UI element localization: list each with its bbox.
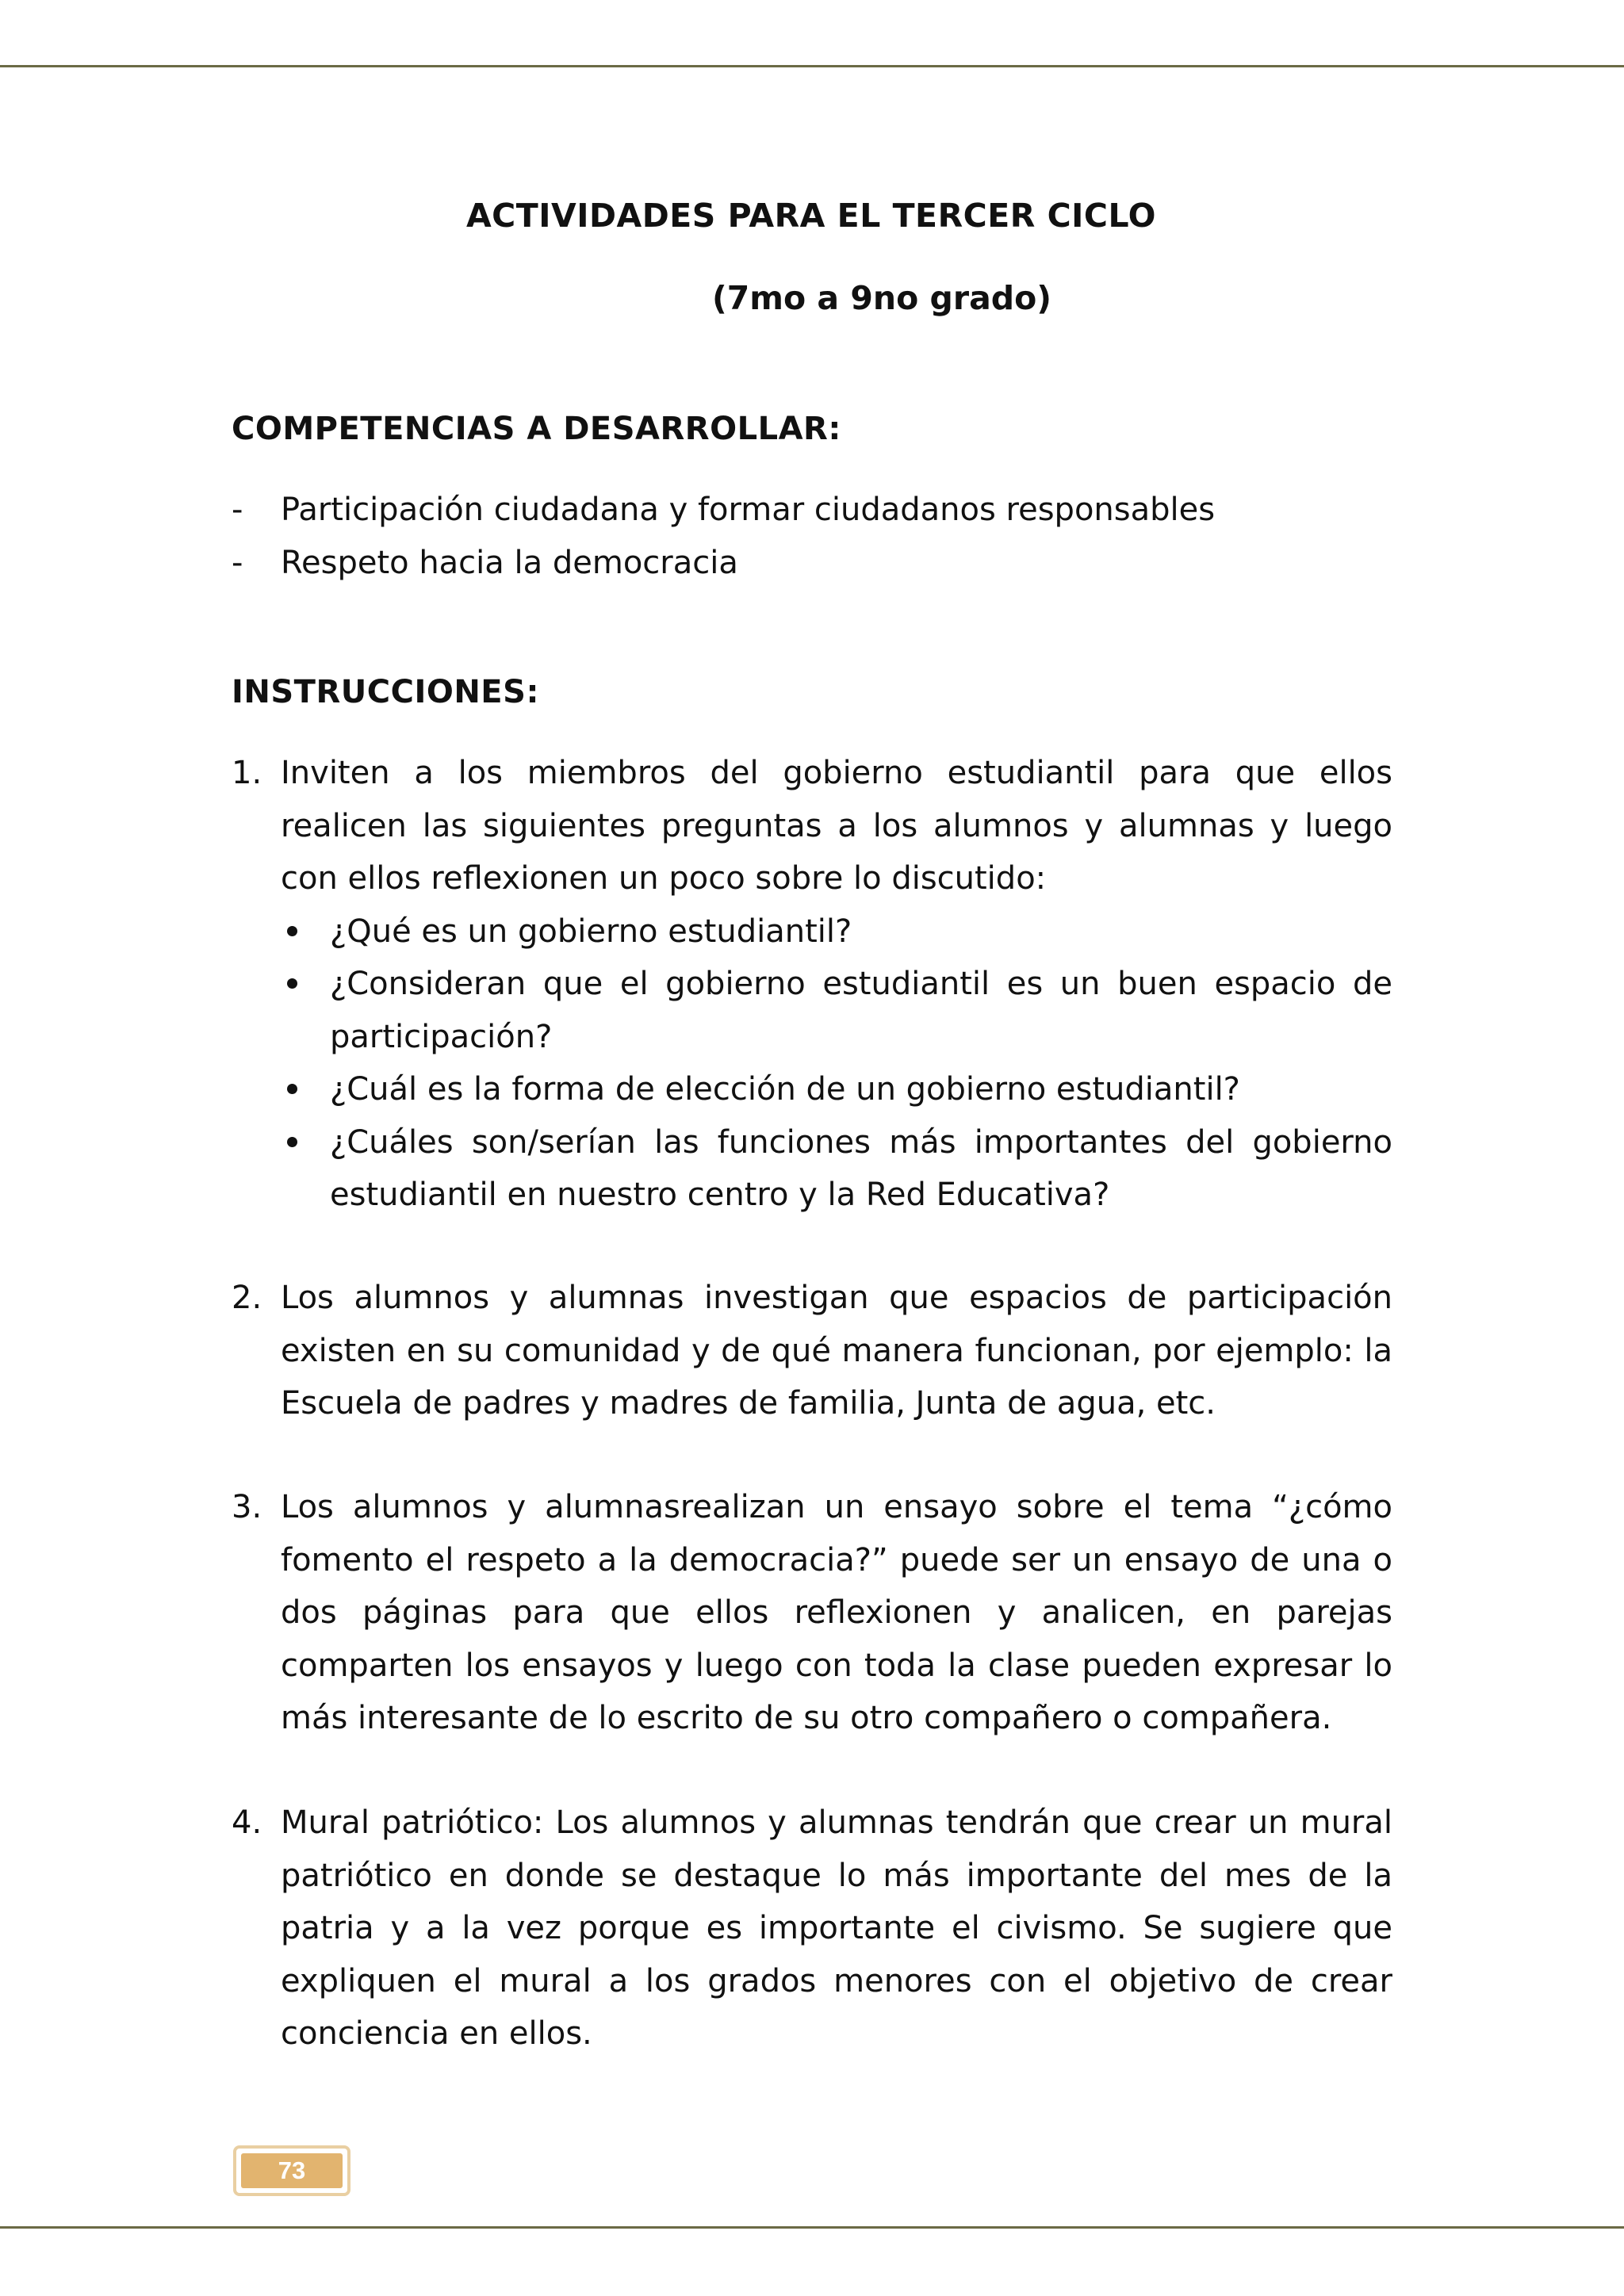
item-number: 3.	[232, 1489, 262, 1525]
competencias-list	[232, 484, 1397, 589]
instruction-item-1	[232, 747, 1392, 1222]
list-item	[232, 484, 1397, 537]
page-number: 73	[241, 2153, 343, 2188]
instruction-item-2	[232, 1272, 1392, 1430]
item-text: Los alumnos y alumnasrealizan un ensayo sobre el tema “¿cómo fomento el respeto a la democracia?” puede ser un ensayo de una o dos páginas para que ellos reflexionen y analicen, en parejas comparten los ensayos y luego con toda la clase pueden expresar lo más interesante de lo escrito de su otro compañero o compañera.	[281, 1489, 1392, 1736]
bullet-dot-icon	[287, 1137, 297, 1147]
list-item	[232, 537, 1397, 590]
bullet-dot-icon	[287, 978, 297, 989]
question-item: ¿Cuál es la forma de elección de un gobierno estudiantil?	[281, 1063, 1392, 1116]
item-number: 2.	[232, 1280, 262, 1316]
bullet-dot-icon	[287, 926, 297, 936]
instruction-item-4	[232, 1797, 1392, 2061]
item-text: Los alumnos y alumnas investigan que espacios de participación existen en su comunidad y de qué manera funcionan, por ejemplo: la Escuela de padres y madres de familia, Junta de agua, etc.	[281, 1280, 1392, 1422]
page-title: ACTIVIDADES PARA EL TERCER CICLO	[465, 197, 1157, 235]
instruction-item-3	[232, 1481, 1392, 1745]
page-number-badge	[233, 2145, 350, 2196]
item-number: 4.	[232, 1804, 262, 1841]
item-text: Mural patriótico: Los alumnos y alumnas tendrán que crear un mural patriótico en donde se destaque lo más importante del mes de la patria y a la vez porque es importante el civismo. Se sugiere que expliquen el mural a los grados menores con el objetivo de crear conciencia en ellos.	[281, 1804, 1392, 2052]
question-item: ¿Qué es un gobierno estudiantil?	[281, 905, 1392, 959]
list-item-text: Respeto hacia la democracia	[281, 544, 738, 581]
dash-marker: -	[232, 492, 243, 528]
bottom-rule	[0, 2226, 1624, 2229]
competencias-heading: COMPETENCIAS A DESARROLLAR:	[232, 411, 841, 447]
bullet-dot-icon	[287, 1084, 297, 1094]
question-item: ¿Cuáles son/serían las funciones más importantes del gobierno estudiantil en nuestro centro y la Red Educativa?	[281, 1116, 1392, 1222]
question-item: ¿Consideran que el gobierno estudiantil es un buen espacio de participación?	[281, 958, 1392, 1063]
list-item-text: Participación ciudadana y formar ciudadanos responsables	[281, 492, 1216, 528]
dash-marker: -	[232, 544, 243, 581]
item-number: 1.	[232, 755, 262, 791]
page-subtitle: (7mo a 9no grado)	[712, 279, 1052, 317]
question-list	[281, 905, 1392, 1222]
top-rule	[0, 65, 1624, 67]
instrucciones-heading: INSTRUCCIONES:	[232, 674, 539, 710]
item-text: Inviten a los miembros del gobierno estudiantil para que ellos realicen las siguientes preguntas a los alumnos y alumnas y luego con ellos reflexionen un poco sobre lo discutido:	[281, 755, 1392, 897]
